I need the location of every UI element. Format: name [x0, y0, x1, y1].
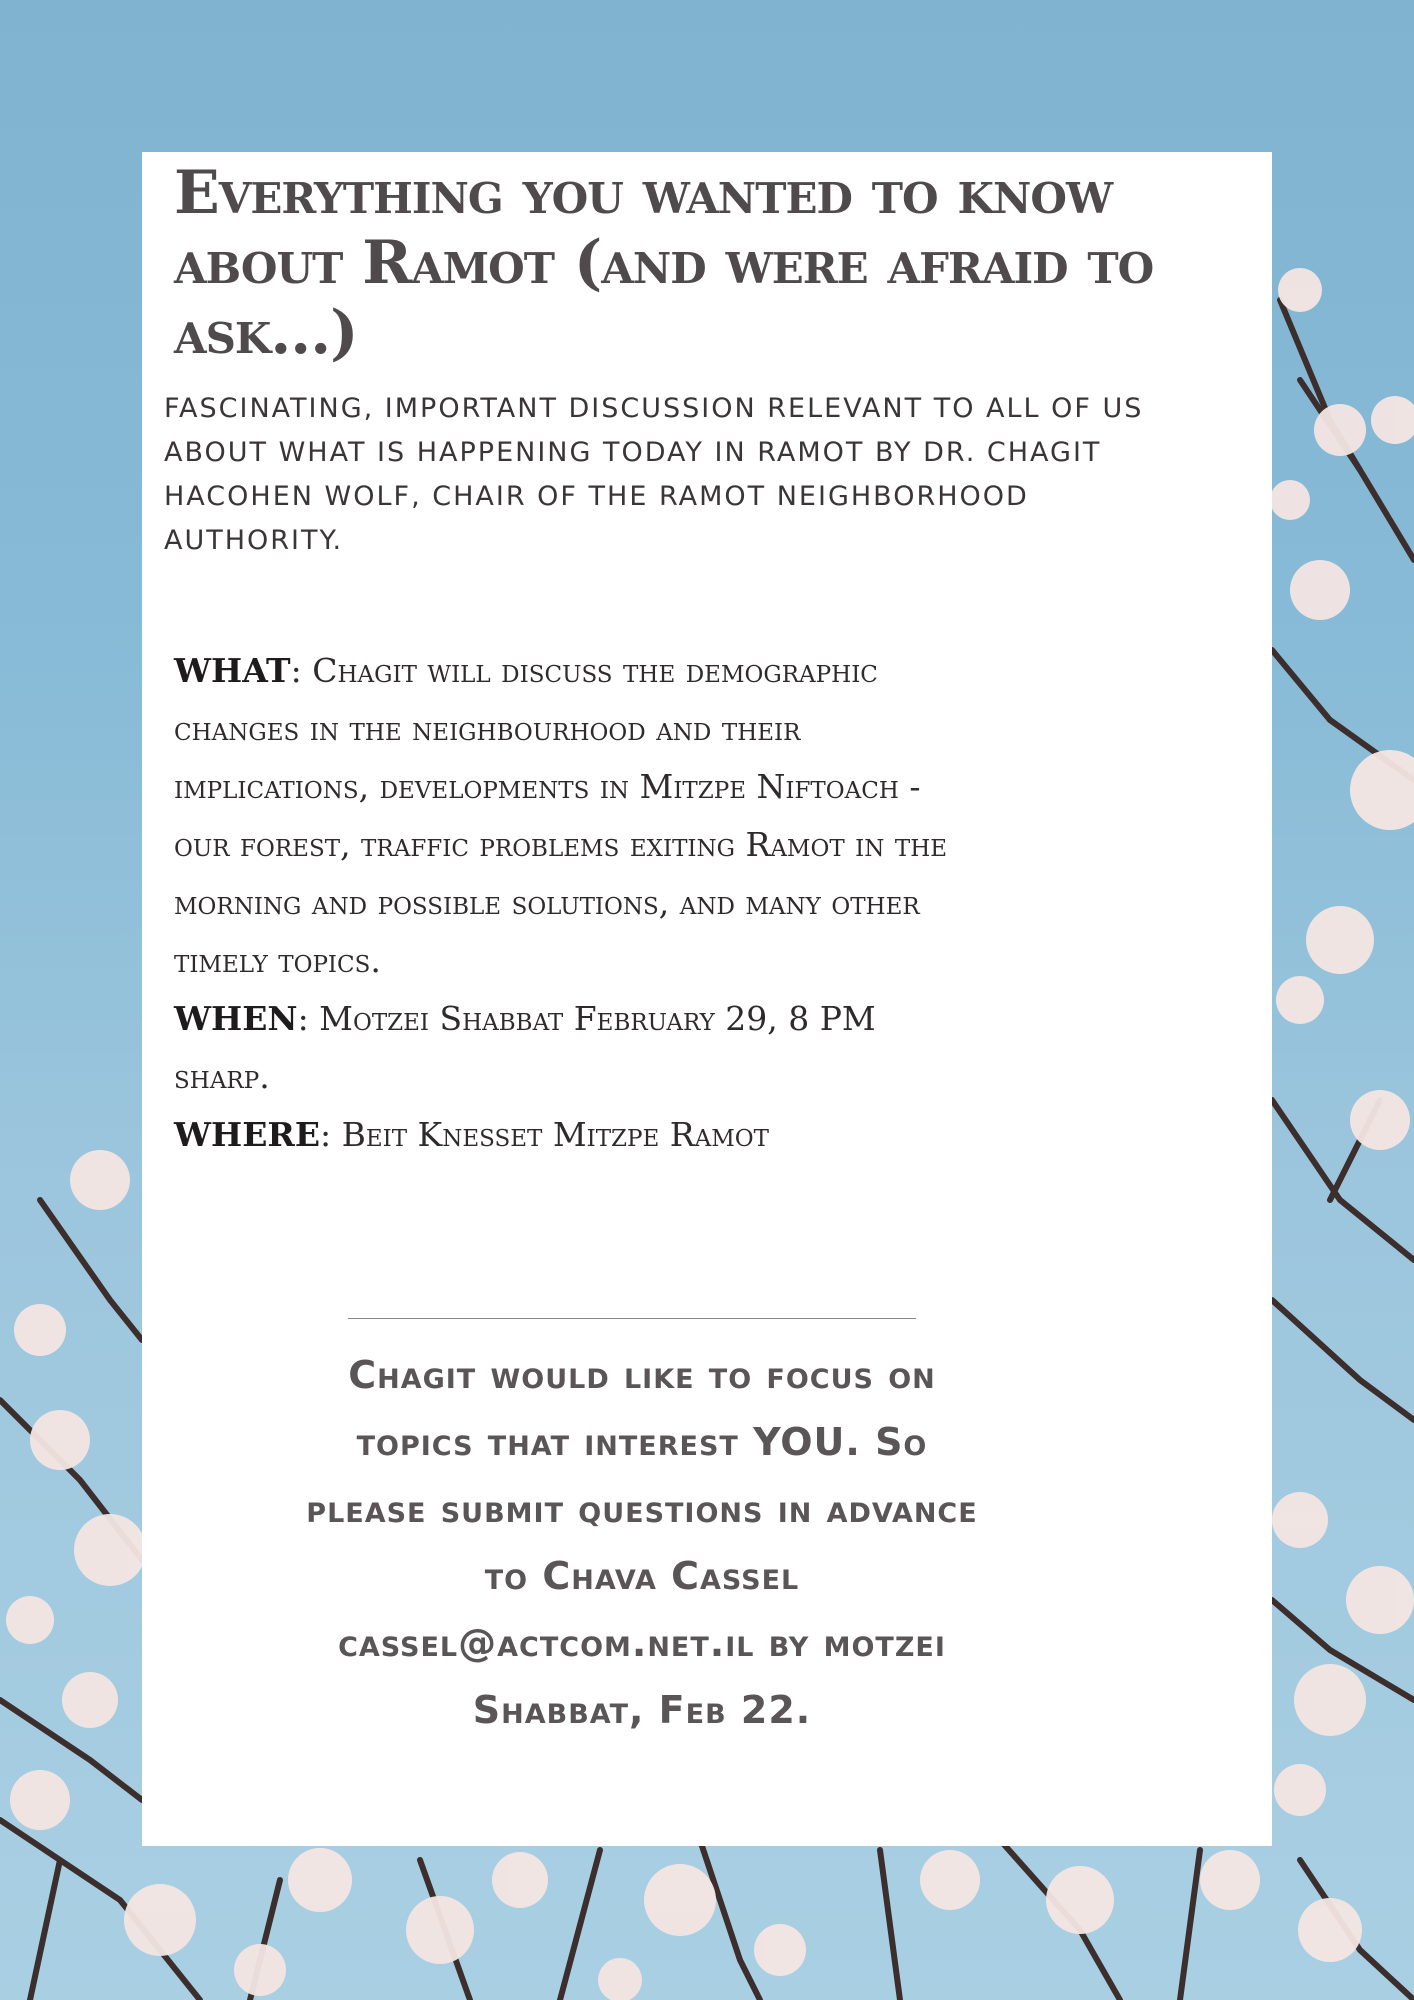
what-text: : Chagit will discuss the demographic changes in the neighbourhood and their implications, developments in Mitzpe Niftoach - our forest, traffic problems exiting Ramot in the morning and possible solutions, and many other timely topics. [174, 651, 948, 980]
flyer-card [142, 152, 1272, 1846]
where-text: : Beit Knesset Mitzpe Ramot [319, 1115, 769, 1154]
when-label: WHEN [174, 999, 298, 1038]
event-details [174, 642, 974, 1164]
what-label: WHAT [174, 651, 291, 690]
section-divider [348, 1318, 916, 1319]
call-to-action: Chagit would like to focus on topics that interest YOU. So please submit questions in advance to Chava Cassel cassel@actcom.net.il by motzei Shabbat, Feb 22. [306, 1353, 978, 1732]
when-text: : Motzei Shabbat February 29, 8 PM sharp. [174, 999, 876, 1096]
where-label: WHERE [174, 1115, 320, 1154]
flyer-title: Everything you wanted to know about Ramot (and were afraid to ask...) [174, 158, 1154, 368]
flyer-subtitle: FASCINATING, IMPORTANT DISCUSSION RELEVANT TO ALL OF US ABOUT WHAT IS HAPPENING TODAY IN RAMOT BY DR. CHAGIT HACOHEN WOLF, CHAIR OF THE RAMOT NEIGHBORHOOD AUTHORITY. [164, 393, 1144, 556]
